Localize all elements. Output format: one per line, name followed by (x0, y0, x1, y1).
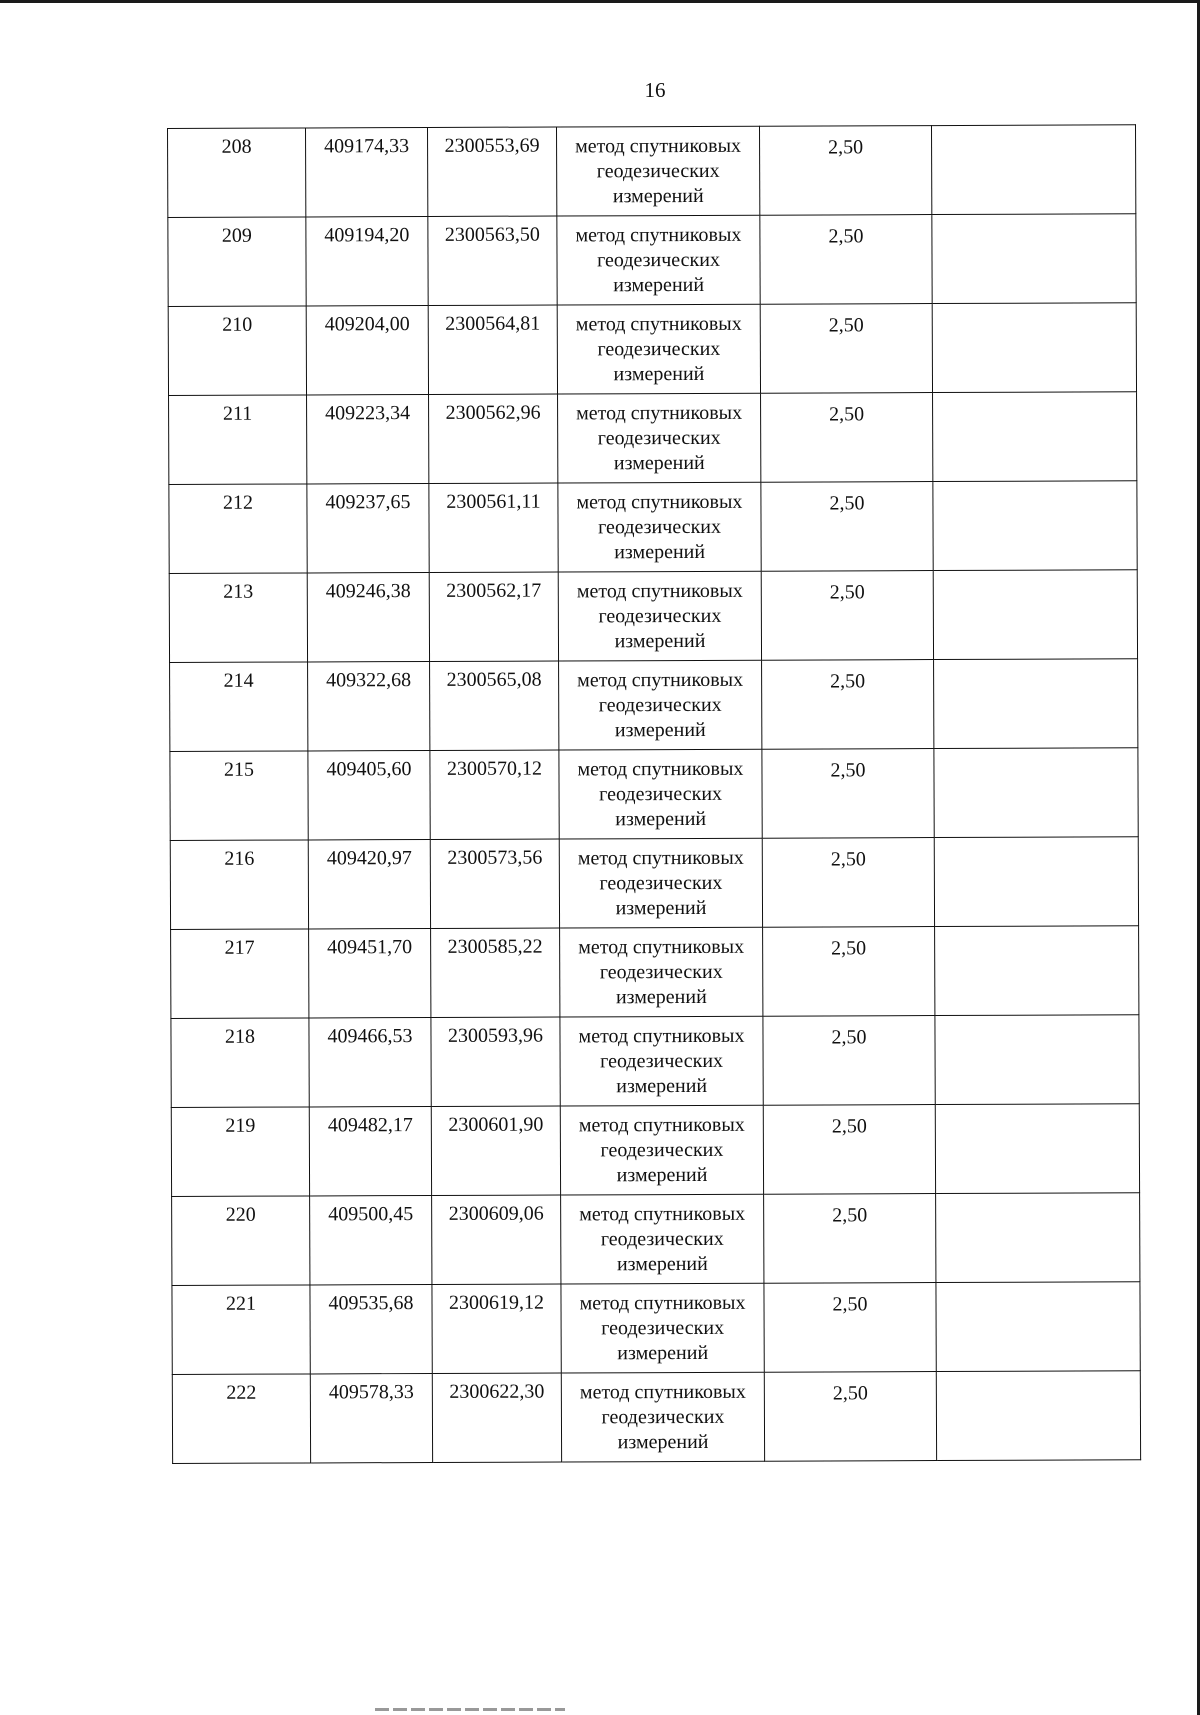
point-number-cell: 215 (170, 751, 308, 841)
x-coordinate-cell: 409500,45 (310, 1195, 432, 1284)
accuracy-cell: 2,50 (762, 838, 934, 928)
method-cell: метод спутниковых геодезических измерений (558, 571, 761, 661)
accuracy-cell: 2,50 (761, 393, 933, 483)
accuracy-cell: 2,50 (759, 126, 931, 216)
accuracy-cell: 2,50 (762, 660, 934, 750)
accuracy-cell: 2,50 (761, 571, 933, 661)
x-coordinate-cell: 409535,68 (310, 1284, 432, 1373)
x-coordinate-cell: 409420,97 (308, 839, 430, 928)
table-row (168, 303, 1136, 396)
x-coordinate-cell: 409174,33 (306, 127, 428, 216)
method-cell: метод спутниковых геодезических измерений (557, 304, 760, 394)
empty-cell (934, 659, 1138, 749)
empty-cell (935, 1015, 1139, 1105)
table-row (168, 125, 1136, 218)
coordinates-table (167, 124, 1141, 1464)
x-coordinate-cell: 409237,65 (307, 483, 429, 572)
method-cell: метод спутниковых геодезических измерений (558, 393, 761, 483)
method-cell: метод спутниковых геодезических измерений (559, 749, 762, 839)
empty-cell (934, 748, 1138, 838)
empty-cell (932, 214, 1136, 304)
table-row (171, 1104, 1139, 1197)
accuracy-cell: 2,50 (760, 215, 932, 305)
x-coordinate-cell: 409322,68 (308, 661, 430, 750)
scan-top-edge (0, 0, 1200, 3)
point-number-cell: 216 (170, 840, 308, 930)
method-cell: метод спутниковых геодезических измерений (560, 927, 763, 1017)
empty-cell (933, 570, 1137, 660)
x-coordinate-cell: 409451,70 (309, 928, 431, 1017)
empty-cell (934, 837, 1138, 927)
y-coordinate-cell: 2300562,96 (429, 394, 558, 483)
point-number-cell: 214 (170, 662, 308, 752)
table-row (169, 570, 1137, 663)
method-cell: метод спутниковых геодезических измерений (558, 482, 761, 572)
point-number-cell: 209 (168, 217, 306, 307)
table-row (170, 837, 1138, 930)
table-row (171, 1015, 1139, 1108)
y-coordinate-cell: 2300593,96 (431, 1017, 560, 1106)
point-number-cell: 210 (168, 306, 306, 396)
table-row (172, 1193, 1140, 1286)
y-coordinate-cell: 2300564,81 (428, 305, 557, 394)
y-coordinate-cell: 2300619,12 (432, 1284, 561, 1373)
accuracy-cell: 2,50 (763, 1105, 935, 1195)
point-number-cell: 218 (171, 1018, 309, 1108)
scan-footer-mark (375, 1708, 565, 1711)
y-coordinate-cell: 2300562,17 (429, 572, 558, 661)
empty-cell (935, 1104, 1139, 1194)
table-row (170, 748, 1138, 841)
empty-cell (931, 125, 1135, 215)
method-cell: метод спутниковых геодезических измерений (561, 1372, 764, 1462)
x-coordinate-cell: 409246,38 (307, 572, 429, 661)
y-coordinate-cell: 2300609,06 (432, 1195, 561, 1284)
x-coordinate-cell: 409405,60 (308, 750, 430, 839)
method-cell: метод спутниковых геодезических измерений (559, 838, 762, 928)
method-cell: метод спутниковых геодезических измерений (561, 1283, 764, 1373)
accuracy-cell: 2,50 (763, 1016, 935, 1106)
method-cell: метод спутниковых геодезических измерений (561, 1194, 764, 1284)
point-number-cell: 213 (169, 573, 307, 663)
accuracy-cell: 2,50 (764, 1372, 936, 1462)
table-row (169, 392, 1137, 485)
method-cell: метод спутниковых геодезических измерений (560, 1016, 763, 1106)
x-coordinate-cell: 409482,17 (309, 1106, 431, 1195)
table-row (169, 481, 1137, 574)
y-coordinate-cell: 2300601,90 (431, 1106, 560, 1195)
method-cell: метод спутниковых геодезических измерений (559, 660, 762, 750)
accuracy-cell: 2,50 (760, 304, 932, 394)
empty-cell (935, 926, 1139, 1016)
empty-cell (932, 303, 1136, 393)
accuracy-cell: 2,50 (764, 1283, 936, 1373)
empty-cell (936, 1193, 1140, 1283)
point-number-cell: 219 (171, 1107, 309, 1197)
y-coordinate-cell: 2300622,30 (432, 1373, 561, 1462)
empty-cell (936, 1371, 1140, 1461)
point-number-cell: 217 (171, 929, 309, 1019)
point-number-cell: 222 (172, 1374, 310, 1464)
y-coordinate-cell: 2300585,22 (431, 928, 560, 1017)
point-number-cell: 221 (172, 1285, 310, 1375)
method-cell: метод спутниковых геодезических измерений (557, 215, 760, 305)
empty-cell (936, 1282, 1140, 1372)
y-coordinate-cell: 2300565,08 (430, 661, 559, 750)
empty-cell (933, 392, 1137, 482)
table-row (171, 926, 1139, 1019)
point-number-cell: 212 (169, 484, 307, 574)
method-cell: метод спутниковых геодезических измерений (560, 1105, 763, 1195)
coordinates-table-body (168, 125, 1141, 1464)
x-coordinate-cell: 409223,34 (307, 394, 429, 483)
x-coordinate-cell: 409194,20 (306, 216, 428, 305)
accuracy-cell: 2,50 (761, 482, 933, 572)
x-coordinate-cell: 409578,33 (310, 1373, 432, 1462)
accuracy-cell: 2,50 (763, 927, 935, 1017)
accuracy-cell: 2,50 (762, 749, 934, 839)
table-row (170, 659, 1138, 752)
point-number-cell: 208 (168, 128, 306, 218)
empty-cell (933, 481, 1137, 571)
y-coordinate-cell: 2300573,56 (430, 839, 559, 928)
x-coordinate-cell: 409466,53 (309, 1017, 431, 1106)
table-row (168, 214, 1136, 307)
page-number: 16 (644, 78, 666, 102)
y-coordinate-cell: 2300563,50 (428, 216, 557, 305)
point-number-cell: 211 (169, 395, 307, 485)
y-coordinate-cell: 2300561,11 (429, 483, 558, 572)
point-number-cell: 220 (172, 1196, 310, 1286)
table-row (172, 1371, 1140, 1464)
method-cell: метод спутниковых геодезических измерений (556, 126, 759, 216)
accuracy-cell: 2,50 (764, 1194, 936, 1284)
y-coordinate-cell: 2300570,12 (430, 750, 559, 839)
table-row (172, 1282, 1140, 1375)
y-coordinate-cell: 2300553,69 (428, 127, 557, 216)
x-coordinate-cell: 409204,00 (306, 305, 428, 394)
